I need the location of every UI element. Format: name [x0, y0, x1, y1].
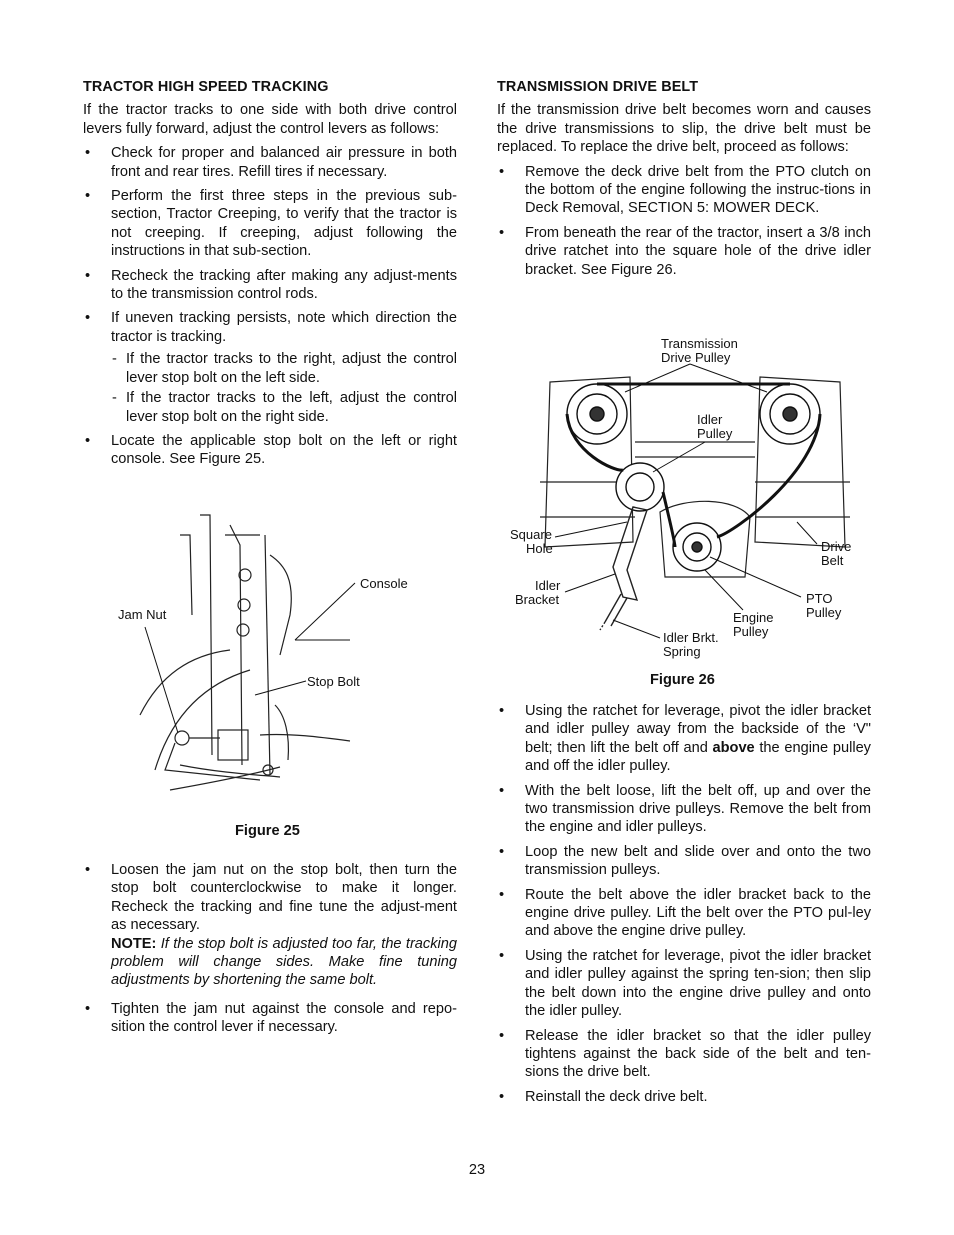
- label-idler-2: Idler: [535, 578, 561, 593]
- tracking-steps-list: [83, 144, 457, 469]
- list-item-text: Using the ratchet for leverage, pivot the idler bracket and idler pulley away from the backside of the ‘V" belt; then lift the belt off and: [525, 703, 871, 756]
- label-drive-pulley: Drive Pulley: [661, 350, 731, 365]
- list-item: • Tighten the jam nut against the console and repo-sition the control lever if necessary.: [83, 1000, 457, 1037]
- figure-25-caption: Figure 25: [235, 823, 300, 839]
- list-item: • Reinstall the deck drive belt.: [497, 1088, 871, 1106]
- label-idler-brkt: Idler Brkt.: [663, 630, 719, 645]
- label-belt: Belt: [821, 553, 844, 568]
- label-hole: Hole: [526, 541, 553, 556]
- figure-26-illustration: [505, 332, 865, 664]
- sub-list-item: - If the tractor tracks to the right, adjust the control lever stop bolt on the left side.: [111, 350, 457, 387]
- section-heading-transmission-drive-belt: TRANSMISSION DRIVE BELT: [497, 79, 699, 95]
- label-engine: Engine: [733, 610, 774, 625]
- list-item: • Loop the new belt and slide over and onto the two transmission pulleys.: [497, 843, 871, 880]
- list-item: • Route the belt above the idler bracket back to the engine drive pulley. Lift the belt over the PTO pul-ley and above the engine drive pulley.: [497, 886, 871, 941]
- left-column: [83, 78, 457, 475]
- page-number: 23: [468, 1162, 486, 1178]
- list-item: • Check for proper and balanced air pressure in both front and rear tires. Refill tires if necessary.: [83, 144, 457, 181]
- list-item: • Perform the first three steps in the previous sub-section, Tractor Creeping, to verify that the tractor is not creeping. If creeping, adjust following the instructions in that sub-section.: [83, 187, 457, 261]
- intro-paragraph: If the tractor tracks to one side with both drive control levers fully forward, adjust the control levers as follows:: [83, 102, 457, 137]
- label-engine-pulley: Pulley: [733, 624, 769, 639]
- list-item: [497, 702, 871, 776]
- list-item: • Release the idler bracket so that the idler pulley tightens against the back side of the belt and ten-sions the drive belt.: [497, 1027, 871, 1082]
- label-spring: Spring: [663, 644, 701, 659]
- emphasis-above: above: [712, 739, 755, 756]
- list-item-text: If uneven tracking persists, note which direction the tractor is tracking.: [111, 310, 457, 345]
- section-heading-high-speed-tracking: TRACTOR HIGH SPEED TRACKING: [83, 79, 329, 95]
- list-item: • Using the ratchet for leverage, pivot the idler bracket and idler pulley against the spring ten-sion; then slip the belt down into the engine drive pulley and onto the idler pulley.: [497, 947, 871, 1021]
- label-pto-pulley: Pulley: [806, 605, 842, 620]
- label-square: Square: [510, 527, 552, 542]
- console-stop-bolt-drawing: [110, 505, 460, 805]
- note-text: If the stop bolt is adjusted too far, the tracking problem will change sides. Make fine tuning adjustments by shortening the same bolt.: [111, 935, 457, 989]
- label-bracket: Bracket: [515, 592, 560, 607]
- figure-26-caption: Figure 26: [650, 672, 715, 688]
- list-item-text: Loosen the jam nut on the stop bolt, then turn the stop bolt counterclockwise to make it longer. Recheck the tracking and fine tune the adjust-ment as necessary.: [111, 862, 457, 934]
- belt-steps-list-continued: [497, 702, 871, 1106]
- drive-belt-drawing: [505, 332, 865, 664]
- list-item: • From beneath the rear of the tractor, insert a 3/8 inch drive ratchet into the square hole of the drive idler bracket. See Figure 26.: [497, 224, 871, 279]
- tracking-steps-list-continued: [83, 861, 457, 1037]
- label-transmission: Transmission: [661, 336, 738, 351]
- label-idler: Idler: [697, 412, 723, 427]
- list-item-text: the engine pulley and off the idler pulley.: [525, 739, 871, 775]
- right-column-continued: [497, 702, 871, 1112]
- label-pto: PTO: [806, 591, 833, 606]
- right-column: [497, 78, 871, 285]
- label-idler-pulley: Pulley: [697, 426, 733, 441]
- label-jam-nut: Jam Nut: [118, 607, 167, 622]
- list-item: • Recheck the tracking after making any adjust-ments to the transmission control rods.: [83, 267, 457, 304]
- label-console: Console: [360, 576, 408, 591]
- label-drive: Drive: [821, 539, 852, 554]
- list-item: [83, 861, 457, 990]
- figure-25-illustration: [110, 505, 460, 805]
- label-stop-bolt: Stop Bolt: [307, 674, 360, 689]
- sub-list: [111, 350, 457, 426]
- list-item: • Locate the applicable stop bolt on the left or right console. See Figure 25.: [83, 432, 457, 469]
- note-label: NOTE:: [111, 935, 157, 952]
- list-item: • Remove the deck drive belt from the PTO clutch on the bottom of the engine following the instruc-tions in Deck Removal, SECTION 5: MOWER DECK.: [497, 163, 871, 218]
- list-item: [83, 309, 457, 425]
- list-item: • With the belt loose, lift the belt off, up and over the two transmission drive pulleys. Remove the belt from the engine and idler pulleys.: [497, 782, 871, 837]
- sub-list-item: - If the tractor tracks to the left, adjust the control lever stop bolt on the right side.: [111, 389, 457, 426]
- intro-paragraph: If the transmission drive belt becomes worn and causes the drive transmissions to slip, the drive belt must be replaced. To replace the drive belt, proceed as follows:: [497, 102, 871, 156]
- left-column-continued: [83, 861, 457, 1043]
- belt-steps-list: [497, 163, 871, 279]
